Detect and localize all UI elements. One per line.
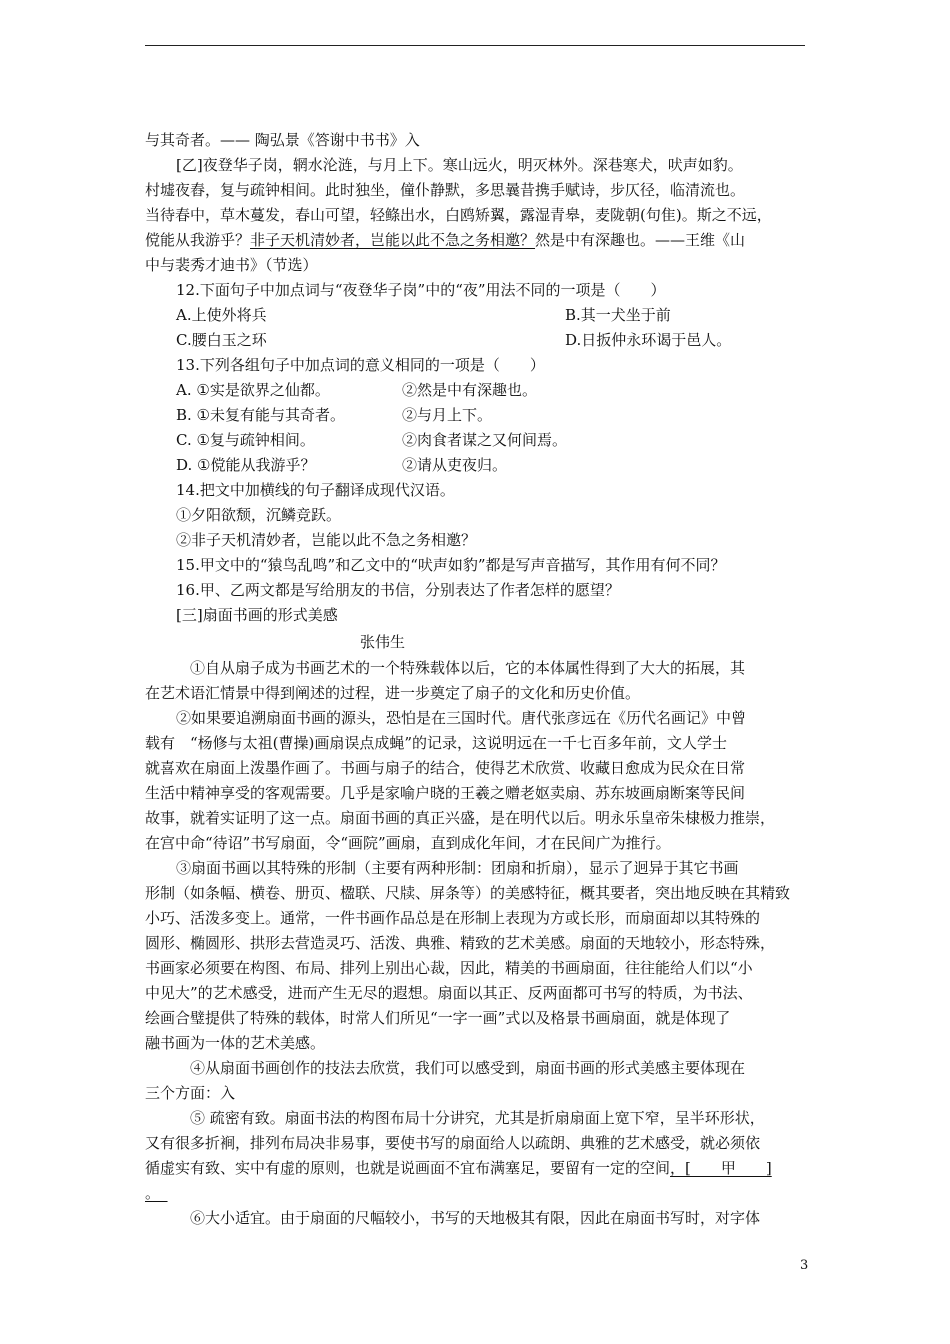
question-14: 14.把文中加横线的句子翻译成现代汉语。 [176,481,455,499]
paragraph-5-line [145,1158,772,1178]
section-title: [三]扇面书画的形式美感 [176,606,338,624]
option-b: B. ①未复有能与其奇者。 [176,406,346,424]
paragraph-1-line: 在艺术语汇情景中得到阐述的过程，进一步奠定了扇子的文化和历史价值。 [145,684,641,702]
author: 张伟生 [360,633,406,651]
sentence-2: ②非子天机清妙者，岂能以此不急之务相邀？ [176,531,477,549]
page-number: 3 [800,1258,809,1273]
text-line [145,230,745,250]
answer-blank-jia: ，[ 甲 ] [670,1159,772,1177]
question-16: 16.甲、乙两文都是写给朋友的书信，分别表达了作者怎样的愿望？ [176,581,620,599]
option-a: A.上使外将兵 [176,306,267,324]
question-12: 12.下面句子中加点词与“夜登华子岗”中的“夜”用法不同的一项是（ ） [176,281,666,299]
paragraph-6-line: ⑥大小适宜。由于扇面的尺幅较小，书写的天地极其有限，因此在扇面书写时，对字体 [190,1209,761,1227]
paragraph-5-line [145,1183,168,1203]
paragraph-5-line: 又有很多折裥，排列布局决非易事，要使书写的扇面给人以疏朗、典雅的艺术感受，就必须依 [145,1134,761,1152]
option-c: C. ①复与疏钟相间。 [176,431,315,449]
paragraph-2-line: 故事，就着实证明了这一点。扇面书画的真正兴盛，是在明代以后。明永乐皇帝朱棣极力推崇， [145,809,776,827]
paragraph-3-line: 融书画为一体的艺术美感。 [145,1034,326,1052]
question-13: 13.下列各组句子中加点词的意义相同的一项是（ ） [176,356,545,374]
option-d-2: ②请从吏夜归。 [402,456,508,474]
text-span: 傥能从我游乎？ [145,231,251,249]
text-line: 当待春中，草木蔓发，春山可望，轻鲦出水，白鸥矫翼，露湿青皋，麦陇朝(句隹)。斯之不远， [145,206,772,224]
sentence-1: ①夕阳欲颓，沉鳞竞跃。 [176,506,342,524]
paragraph-2-line: 就喜欢在扇面上泼墨作画了。书画与扇子的结合，使得艺术欣赏、收藏日愈成为民众在日常 [145,759,746,777]
paragraph-5-line: ⑤ 疏密有致。扇面书法的构图布局十分讲究，尤其是折扇扇面上宽下窄，呈半环形状， [190,1109,765,1127]
paragraph-4-line: ④从扇面书画创作的技法去欣赏，我们可以感受到，扇面书画的形式美感主要体现在 [190,1059,746,1077]
paragraph-2-line: 在宫中命“待诏”书写扇面，令“画院”画扇，直到成化年间，才在民间广为推行。 [145,834,671,852]
option-d: D. ①傥能从我游乎？ [176,456,316,474]
paragraph-3-line: 圆形、椭圆形、拱形去营造灵巧、活泼、典雅、精致的艺术美感。扇面的天地较小，形态特殊， [145,934,776,952]
option-d: D.日扳仲永环谒于邑人。 [565,331,732,349]
paragraph-2-line: 生活中精神享受的客观需要。几乎是家喻户晓的王羲之赠老妪卖扇、苏东坡画扇断案等民间 [145,784,746,802]
text-line: 中与裴秀才迪书》（节选） [145,256,318,274]
paragraph-3-line: 形制（如条幅、横卷、册页、楹联、尺牍、屏条等）的美感特征，概其要者，突出地反映在其精致 [145,884,791,902]
question-15: 15.甲文中的“猿鸟乱鸣”和乙文中的“吠声如豹”都是写声音描写，其作用有何不同？ [176,556,726,574]
paragraph-2-line: 载有 “杨修与太祖(曹操)画扇误点成蝇”的记录，这说明远在一千七百多年前，文人学士 [145,734,728,752]
paragraph-4-line: 三个方面：入 [145,1084,236,1102]
text-line: 村墟夜舂，复与疏钟相间。此时独坐，僮仆静默，多思曩昔携手赋诗，步仄径，临清流也。 [145,181,746,199]
paragraph-3-line: 绘画合璧提供了特殊的载体，时常人们所见“一字一画”式以及格景书画扇面，就是体现了 [145,1009,731,1027]
text-line: [乙]夜登华子岗，辋水沦涟，与月上下。寒山远火，明灭林外。深巷寒犬，吠声如豹。 [176,156,743,174]
option-a: A. ①实是欲界之仙都。 [176,381,330,399]
answer-blank-line [153,1184,168,1202]
option-c: C.腰白玉之环 [176,331,267,349]
paragraph-3-line: ③扇面书画以其特殊的形制（主要有两种形制：团扇和折扇），显示了迥异于其它书画 [176,859,739,877]
option-b-2: ②与月上下。 [402,406,493,424]
option-b: B.其一犬坐于前 [565,306,671,324]
text-span: 然是中有深趣也。——王维《山 [535,231,746,249]
header-rule [145,45,805,46]
text-span: 循虚实有致、实中有虚的原则，也就是说画面不宜布满塞足，要留有一定的空间 [145,1159,671,1177]
paragraph-3-line: 中见大”的艺术感受，进而产生无尽的遐想。扇面以其正、反两面都可书写的特质，为书法、 [145,984,753,1002]
paragraph-3-line: 小巧、活泼多变上。通常，一件书画作品总是在形制上表现为方或长形，而扇面却以其特殊的 [145,909,761,927]
text-line: 与其奇者。—— 陶弘景《答谢中书书》入 [145,131,420,149]
paragraph-1-line: ①自从扇子成为书画艺术的一个特殊载体以后，它的本体属性得到了大大的拓展，其 [190,659,746,677]
option-c-2: ②肉食者谋之又何间焉。 [402,431,568,449]
answer-blank-end: 。 [145,1184,153,1202]
paragraph-2-line: ②如果要追溯扇面书画的源头，恐怕是在三国时代。唐代张彦远在《历代名画记》中曾 [176,709,747,727]
option-a-2: ②然是中有深趣也。 [402,381,538,399]
underlined-sentence: 非子天机清妙者，岂能以此不急之务相邀？ [250,231,536,249]
paragraph-3-line: 书画家必须要在构图、布局、排列上别出心裁，因此，精美的书画扇面，往往能给人们以“小 [145,959,753,977]
